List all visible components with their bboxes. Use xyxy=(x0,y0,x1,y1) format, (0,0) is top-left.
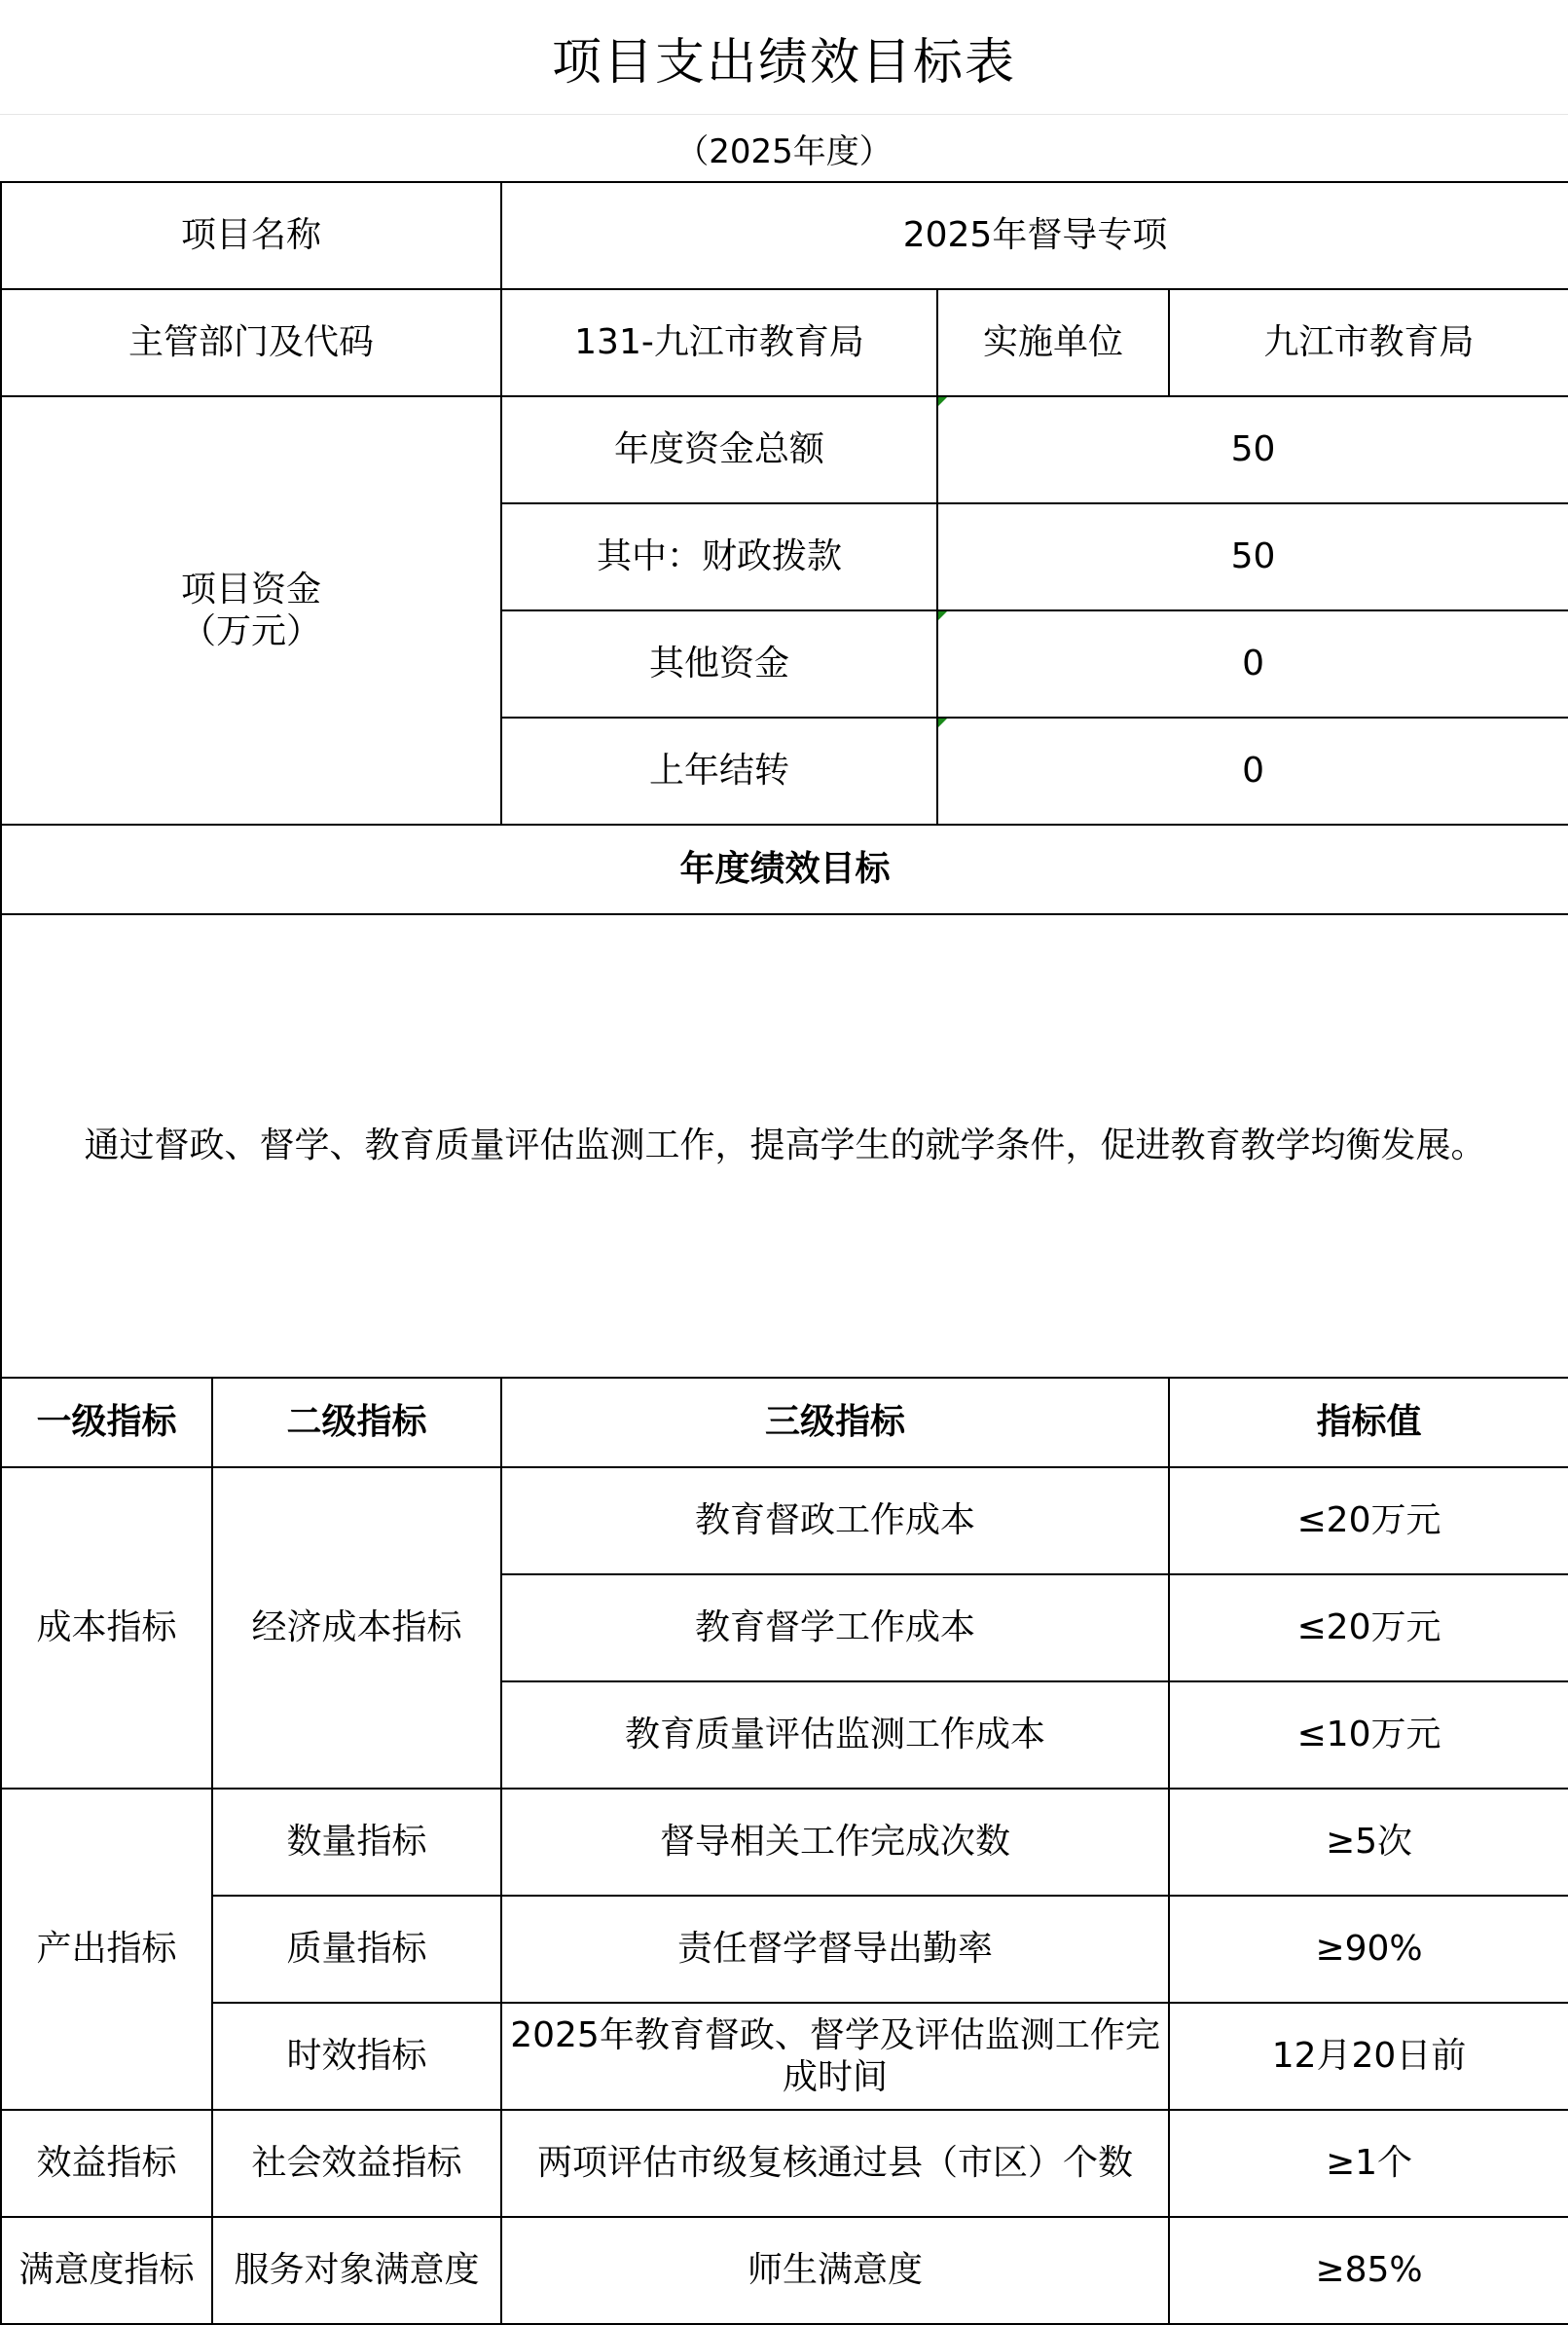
page-title: 项目支出绩效目标表 xyxy=(0,0,1568,115)
satisfaction-level2: 服务对象满意度 xyxy=(212,2217,501,2324)
header-value: 指标值 xyxy=(1169,1378,1568,1467)
fund-value: 50 xyxy=(937,503,1568,610)
cost-level1: 成本指标 xyxy=(1,1467,212,1789)
indicator-level3: 责任督学督导出勤率 xyxy=(501,1896,1169,2003)
annual-goal-heading: 年度绩效目标 xyxy=(1,825,1568,914)
implementing-unit-value: 九江市教育局 xyxy=(1169,289,1568,396)
indicator-value: ≥5次 xyxy=(1169,1789,1568,1896)
benefit-level2: 社会效益指标 xyxy=(212,2110,501,2217)
fund-label: 其他资金 xyxy=(501,610,937,718)
indicator-row xyxy=(1,2217,1568,2324)
fund-label: 上年结转 xyxy=(501,718,937,825)
fund-value xyxy=(937,610,1568,718)
indicator-row xyxy=(1,1896,1568,2003)
indicator-level3: 教育督政工作成本 xyxy=(501,1467,1169,1574)
cost-level2: 经济成本指标 xyxy=(212,1467,501,1789)
indicator-row xyxy=(1,2003,1568,2110)
indicator-level2: 时效指标 xyxy=(212,2003,501,2110)
project-funds-label-line1: 项目资金 xyxy=(181,569,322,609)
project-name-label: 项目名称 xyxy=(1,182,501,289)
annual-goal-text: 通过督政、督学、教育质量评估监测工作，提高学生的就学条件，促进教育教学均衡发展。 xyxy=(1,914,1568,1378)
benefit-level3: 两项评估市级复核通过县（市区）个数 xyxy=(501,2110,1169,2217)
header-level3: 三级指标 xyxy=(501,1378,1169,1467)
indicator-row xyxy=(1,2110,1568,2217)
indicator-header-row xyxy=(1,1378,1568,1467)
output-level1: 产出指标 xyxy=(1,1789,212,2110)
indicator-level3: 教育质量评估监测工作成本 xyxy=(501,1681,1169,1789)
comment-marker-icon xyxy=(938,611,947,620)
indicator-value: 12月20日前 xyxy=(1169,2003,1568,2110)
implementing-unit-label: 实施单位 xyxy=(937,289,1169,396)
fund-value-text: 0 xyxy=(1242,644,1264,684)
fund-value xyxy=(937,396,1568,503)
comment-marker-icon xyxy=(938,719,947,727)
project-name-value: 2025年督导专项 xyxy=(501,182,1568,289)
header-level2: 二级指标 xyxy=(212,1378,501,1467)
project-funds-label xyxy=(1,396,501,825)
indicator-level3: 教育督学工作成本 xyxy=(501,1574,1169,1681)
project-name-row xyxy=(1,182,1568,289)
department-row xyxy=(1,289,1568,396)
benefit-level1: 效益指标 xyxy=(1,2110,212,2217)
indicator-value: ≤20万元 xyxy=(1169,1574,1568,1681)
fund-label: 其中：财政拨款 xyxy=(501,503,937,610)
fund-value xyxy=(937,718,1568,825)
fund-row xyxy=(1,396,1568,503)
fund-value-text: 0 xyxy=(1242,751,1264,792)
indicator-level3: 2025年教育督政、督学及评估监测工作完成时间 xyxy=(501,2003,1169,2110)
year-note: （2025年度） xyxy=(675,131,893,171)
indicator-row xyxy=(1,1789,1568,1896)
department-value: 131-九江市教育局 xyxy=(501,289,937,396)
satisfaction-level3: 师生满意度 xyxy=(501,2217,1169,2324)
fund-label: 年度资金总额 xyxy=(501,396,937,503)
goal-text-row xyxy=(1,914,1568,1378)
performance-table xyxy=(0,181,1568,2325)
indicator-level3: 督导相关工作完成次数 xyxy=(501,1789,1169,1896)
fund-value-text: 50 xyxy=(1230,429,1276,470)
comment-marker-icon xyxy=(938,397,947,406)
header-level1: 一级指标 xyxy=(1,1378,212,1467)
indicator-level2: 数量指标 xyxy=(212,1789,501,1896)
indicator-level2: 质量指标 xyxy=(212,1896,501,2003)
indicator-row xyxy=(1,1467,1568,1574)
benefit-value: ≥1个 xyxy=(1169,2110,1568,2217)
project-funds-label-line2: （万元） xyxy=(181,611,322,651)
indicator-value: ≤10万元 xyxy=(1169,1681,1568,1789)
indicator-value: ≥90% xyxy=(1169,1896,1568,2003)
goal-heading-row xyxy=(1,825,1568,914)
satisfaction-level1: 满意度指标 xyxy=(1,2217,212,2324)
indicator-value: ≤20万元 xyxy=(1169,1467,1568,1574)
department-label: 主管部门及代码 xyxy=(1,289,501,396)
satisfaction-value: ≥85% xyxy=(1169,2217,1568,2324)
